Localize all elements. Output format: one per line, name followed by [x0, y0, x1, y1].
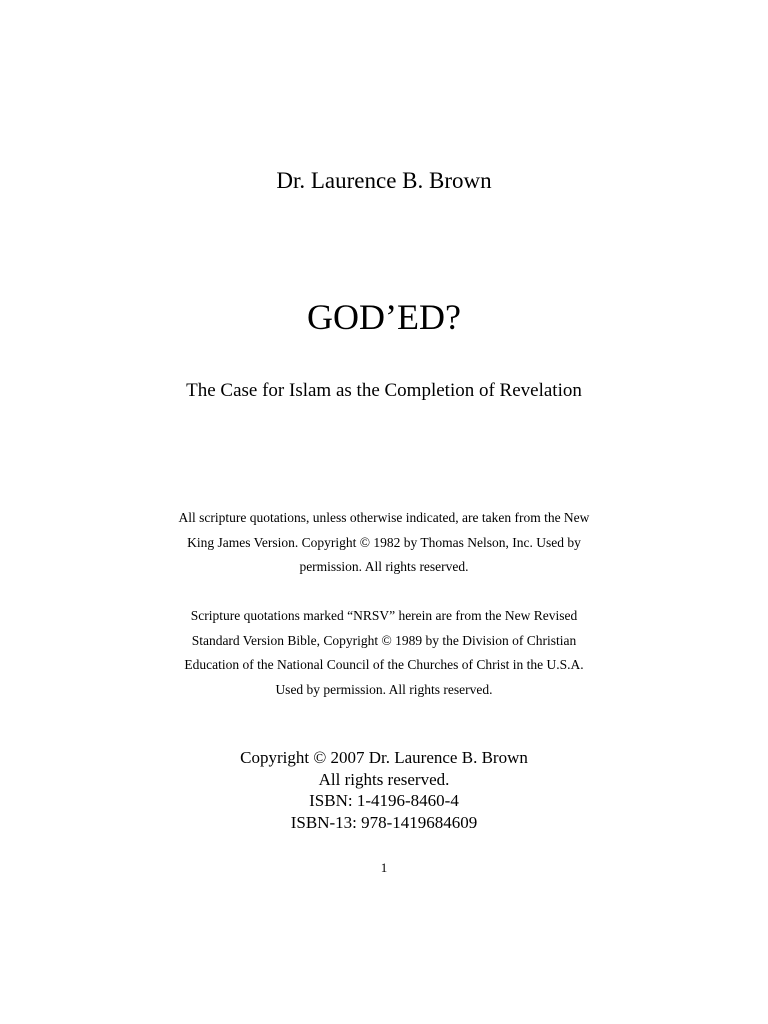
rights-reserved: All rights reserved. — [318, 769, 450, 789]
nkjv-permission-notice — [0, 506, 768, 580]
notice-line: permission. All rights reserved. — [299, 559, 469, 574]
notice-line: All scripture quotations, unless otherwise indicated, are taken from the New — [178, 510, 590, 525]
notice-line: Education of the National Council of the Churches of Christ in the U.S.A. — [184, 657, 584, 672]
copyright-block — [0, 747, 768, 833]
page-number: 1 — [380, 860, 388, 875]
book-title: GOD’ED? — [307, 297, 461, 337]
nrsv-permission-notice — [0, 604, 768, 702]
copyright-notice: Copyright © 2007 Dr. Laurence B. Brown — [240, 748, 528, 767]
notice-line: Scripture quotations marked “NRSV” herein are from the New Revised — [190, 608, 578, 623]
isbn: ISBN: 1-4196-8460-4 — [309, 791, 459, 810]
author-name: Dr. Laurence B. Brown — [276, 168, 492, 193]
book-subtitle: The Case for Islam as the Completion of Revelation — [186, 380, 582, 401]
notice-line: King James Version. Copyright © 1982 by Thomas Nelson, Inc. Used by — [187, 534, 581, 550]
notice-line: Used by permission. All rights reserved. — [275, 681, 493, 697]
notice-line: Standard Version Bible, Copyright © 1989 by the Division of Christian — [191, 632, 577, 648]
isbn-13: ISBN-13: 978-1419684609 — [290, 812, 478, 832]
